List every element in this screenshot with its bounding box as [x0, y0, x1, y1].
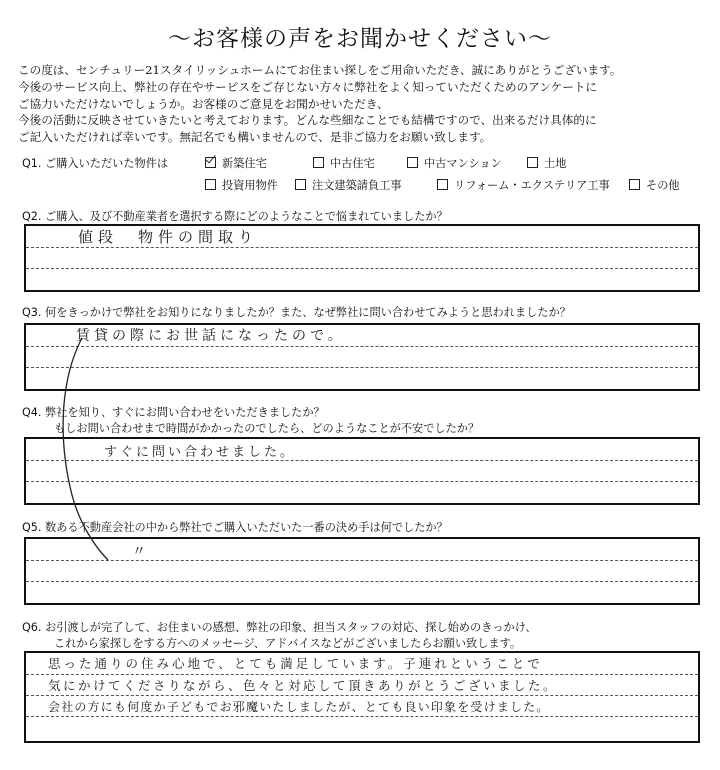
q6-label-line1: Q6. お引渡しが完了して、お住まいの感想、弊社の印象、担当スタッフの対応、探し始めのきっかけ、	[22, 621, 537, 634]
q2-label: Q2. ご購入、及び不動産業者を選択する際にどのようなことで悩まれていましたか？	[22, 210, 448, 223]
q1-label: Q1. ご購入いただいた物件は	[22, 157, 169, 170]
q4-label-line2: もしお問い合わせまで時間がかかったのでしたら、どのようなことが不安でしたか？	[54, 422, 480, 435]
option-used-house[interactable]: 中古住宅	[313, 155, 393, 171]
option-used-condo[interactable]: 中古マンション	[407, 155, 513, 171]
intro-line: ご協力いただけないでしょうか。お客様のご意見をお聞かせいただき、	[18, 96, 389, 111]
q5-label: Q5. 数ある不動産会社の中から弊社でご購入いただいた一番の決め手は何でしたか？	[22, 521, 448, 534]
q5-answer-text: 〃	[132, 544, 149, 560]
intro-line: ご記入いただければ幸いです。無記名でも構いませんので、是非ご協力をお願い致します。	[18, 130, 492, 145]
intro-line: 今後のサービス向上、弊社の存在やサービスをご存じない方々に弊社をよく知っていただくためのアンケートに	[18, 79, 597, 94]
option-other[interactable]: その他	[629, 177, 680, 193]
intro-line: 今後の活動に反映させていきたいと考えております。どんな些細なことでも結構ですので、出来るだけ具体的に	[18, 113, 597, 128]
ditto-stroke	[63, 338, 108, 560]
page-title: ～お客様の声をお聞かせください～	[168, 26, 552, 52]
intro-line: この度は、センチュリー21スタイリッシュホームにてお住まい探しをご用命いただき、誠にありがとうございます。	[18, 63, 622, 77]
option-custom-build[interactable]: 注文建築請負工事	[295, 177, 423, 193]
q4-answer-text: すぐに問い合わせました。	[104, 445, 297, 460]
q4-label-line1: Q4. 弊社を知り、すぐにお問い合わせをいただきましたか？	[22, 406, 325, 419]
option-reform[interactable]: リフォーム・エクステリア工事	[437, 177, 625, 193]
q6-answer-line: 会社の方にも何度か子どもでお邪魔いたしましたが、とても良い印象を受けました。	[48, 700, 550, 714]
option-land[interactable]: 土地	[527, 155, 566, 171]
q3-label: Q3. 何をきっかけで弊社をお知りになりましたか？また、なぜ弊社に問い合わせてみようと思われましたか？	[22, 306, 571, 319]
q6-answer-line: 思った通りの住み心地で、とても満足しています。子連れということで	[48, 656, 543, 671]
q2-answer-text: 値段 物件の間取り	[78, 228, 259, 246]
option-new-house[interactable]: 新築住宅	[205, 155, 299, 171]
q6-answer-line: 気にかけてくださりながら、色々と対応して頂きありがとうございました。	[48, 678, 559, 693]
option-investment[interactable]: 投資用物件	[205, 177, 281, 193]
q3-answer-text: 賃貸の際にお世話になったので。	[76, 328, 346, 344]
q6-label-line2: これから家探しをする方へのメッセージ、アドバイスなどがございましたらお願い致します。	[54, 637, 522, 650]
